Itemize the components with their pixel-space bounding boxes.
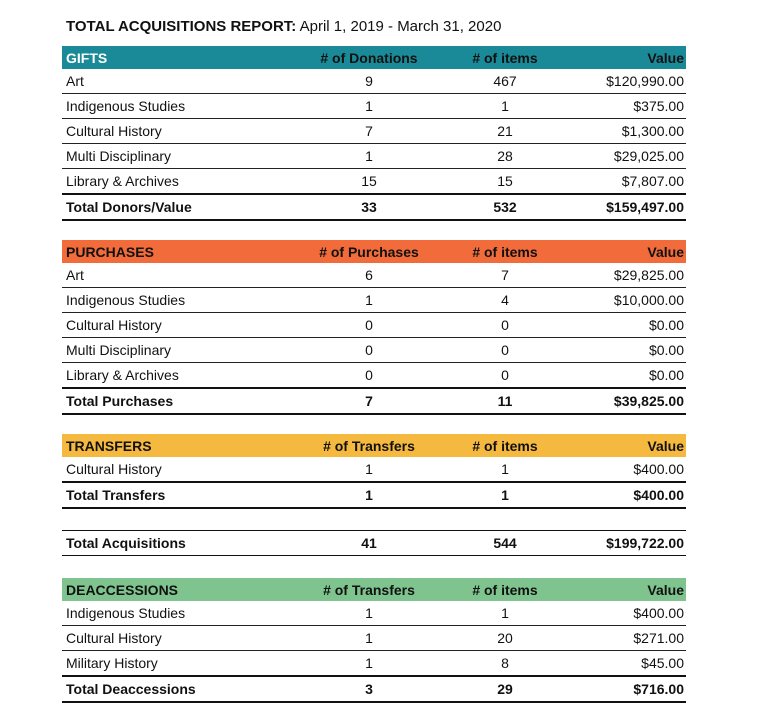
gifts-section-label: GIFTS (66, 49, 108, 66)
row-category: Art (62, 69, 282, 94)
row-items: 1 (454, 601, 554, 626)
row-category: Military History (62, 651, 282, 677)
table-row (62, 313, 686, 338)
total-label: Total Purchases (62, 388, 282, 414)
gifts-header-items: # of items (472, 49, 538, 66)
row-items: 7 (454, 263, 554, 288)
row-count: 1 (282, 626, 454, 651)
deaccessions-total-row (62, 676, 686, 702)
gifts-header-row (62, 46, 686, 69)
deaccessions-header-value: Value (647, 581, 684, 598)
row-count: 0 (282, 313, 454, 338)
total-count: 3 (282, 676, 454, 702)
purchases-header-row (62, 240, 686, 263)
report-title-label: TOTAL ACQUISITIONS REPORT: (66, 18, 297, 35)
transfers-total-row (62, 482, 686, 508)
row-count: 1 (282, 288, 454, 313)
deaccessions-header-items: # of items (472, 581, 538, 598)
row-items: 28 (454, 144, 554, 169)
total-value: $39,825.00 (554, 388, 686, 414)
row-items: 20 (454, 626, 554, 651)
table-row (62, 69, 686, 94)
gifts-total-row (62, 194, 686, 220)
row-value: $120,990.00 (554, 69, 686, 94)
row-items: 21 (454, 119, 554, 144)
purchases-header-count: # of Purchases (319, 243, 419, 260)
deaccessions-header-count: # of Transfers (323, 581, 415, 598)
transfers-section-label: TRANSFERS (66, 437, 152, 454)
row-value: $29,025.00 (554, 144, 686, 169)
table-row (62, 144, 686, 169)
total-value: $716.00 (554, 676, 686, 702)
row-value: $400.00 (554, 601, 686, 626)
acquisitions-total-row (62, 531, 686, 556)
total-value: $199,722.00 (554, 531, 686, 556)
purchases-total-row (62, 388, 686, 414)
row-count: 1 (282, 651, 454, 677)
total-label: Total Transfers (62, 482, 282, 508)
total-value: $159,497.00 (554, 194, 686, 220)
total-count: 1 (282, 482, 454, 508)
row-items: 1 (454, 457, 554, 482)
row-value: $7,807.00 (554, 169, 686, 195)
purchases-header-value: Value (647, 243, 684, 260)
row-value: $0.00 (554, 338, 686, 363)
row-value: $375.00 (554, 94, 686, 119)
row-category: Cultural History (62, 313, 282, 338)
row-items: 0 (454, 338, 554, 363)
row-value: $0.00 (554, 363, 686, 389)
table-row (62, 288, 686, 313)
row-value: $400.00 (554, 457, 686, 482)
row-items: 467 (454, 69, 554, 94)
row-count: 0 (282, 338, 454, 363)
row-value: $45.00 (554, 651, 686, 677)
table-row (62, 651, 686, 677)
row-value: $0.00 (554, 313, 686, 338)
row-category: Indigenous Studies (62, 94, 282, 119)
transfers-header-row (62, 434, 686, 457)
total-items: 532 (454, 194, 554, 220)
total-count: 41 (282, 531, 454, 556)
row-category: Indigenous Studies (62, 601, 282, 626)
acquisitions-total-table (62, 530, 686, 556)
row-category: Library & Archives (62, 363, 282, 389)
total-count: 7 (282, 388, 454, 414)
row-count: 1 (282, 457, 454, 482)
total-count: 33 (282, 194, 454, 220)
gifts-header-donations: # of Donations (320, 49, 418, 66)
total-label: Total Deaccessions (62, 676, 282, 702)
purchases-table (62, 240, 686, 415)
transfers-header-items: # of items (472, 437, 538, 454)
row-category: Cultural History (62, 457, 282, 482)
row-category: Cultural History (62, 119, 282, 144)
row-items: 1 (454, 94, 554, 119)
total-items: 11 (454, 388, 554, 414)
row-items: 15 (454, 169, 554, 195)
table-row (62, 601, 686, 626)
report-title (66, 17, 501, 37)
gifts-header-value: Value (647, 49, 684, 66)
deaccessions-section-label: DEACCESSIONS (66, 581, 179, 598)
transfers-header-value: Value (647, 437, 684, 454)
deaccessions-header-row (62, 578, 686, 601)
report-period: April 1, 2019 - March 31, 2020 (296, 18, 502, 35)
row-items: 4 (454, 288, 554, 313)
table-row (62, 338, 686, 363)
row-value: $10,000.00 (554, 288, 686, 313)
table-row (62, 457, 686, 482)
row-items: 8 (454, 651, 554, 677)
table-row (62, 363, 686, 389)
total-label: Total Donors/Value (62, 194, 282, 220)
table-row (62, 263, 686, 288)
table-row (62, 119, 686, 144)
transfers-header-count: # of Transfers (323, 437, 415, 454)
row-category: Multi Disciplinary (62, 338, 282, 363)
row-count: 15 (282, 169, 454, 195)
row-category: Library & Archives (62, 169, 282, 195)
total-items: 1 (454, 482, 554, 508)
row-count: 1 (282, 144, 454, 169)
row-items: 0 (454, 363, 554, 389)
row-count: 9 (282, 69, 454, 94)
row-count: 1 (282, 601, 454, 626)
purchases-header-items: # of items (472, 243, 538, 260)
row-items: 0 (454, 313, 554, 338)
gifts-table (62, 46, 686, 221)
row-count: 7 (282, 119, 454, 144)
transfers-table (62, 434, 686, 509)
row-value: $1,300.00 (554, 119, 686, 144)
row-value: $271.00 (554, 626, 686, 651)
row-category: Cultural History (62, 626, 282, 651)
total-label: Total Acquisitions (62, 531, 282, 556)
purchases-section-label: PURCHASES (66, 243, 154, 260)
row-value: $29,825.00 (554, 263, 686, 288)
total-items: 29 (454, 676, 554, 702)
row-category: Art (62, 263, 282, 288)
table-row (62, 626, 686, 651)
table-row (62, 169, 686, 195)
row-count: 6 (282, 263, 454, 288)
total-value: $400.00 (554, 482, 686, 508)
total-items: 544 (454, 531, 554, 556)
row-category: Multi Disciplinary (62, 144, 282, 169)
row-count: 0 (282, 363, 454, 389)
deaccessions-table (62, 578, 686, 703)
table-row (62, 94, 686, 119)
row-category: Indigenous Studies (62, 288, 282, 313)
row-count: 1 (282, 94, 454, 119)
